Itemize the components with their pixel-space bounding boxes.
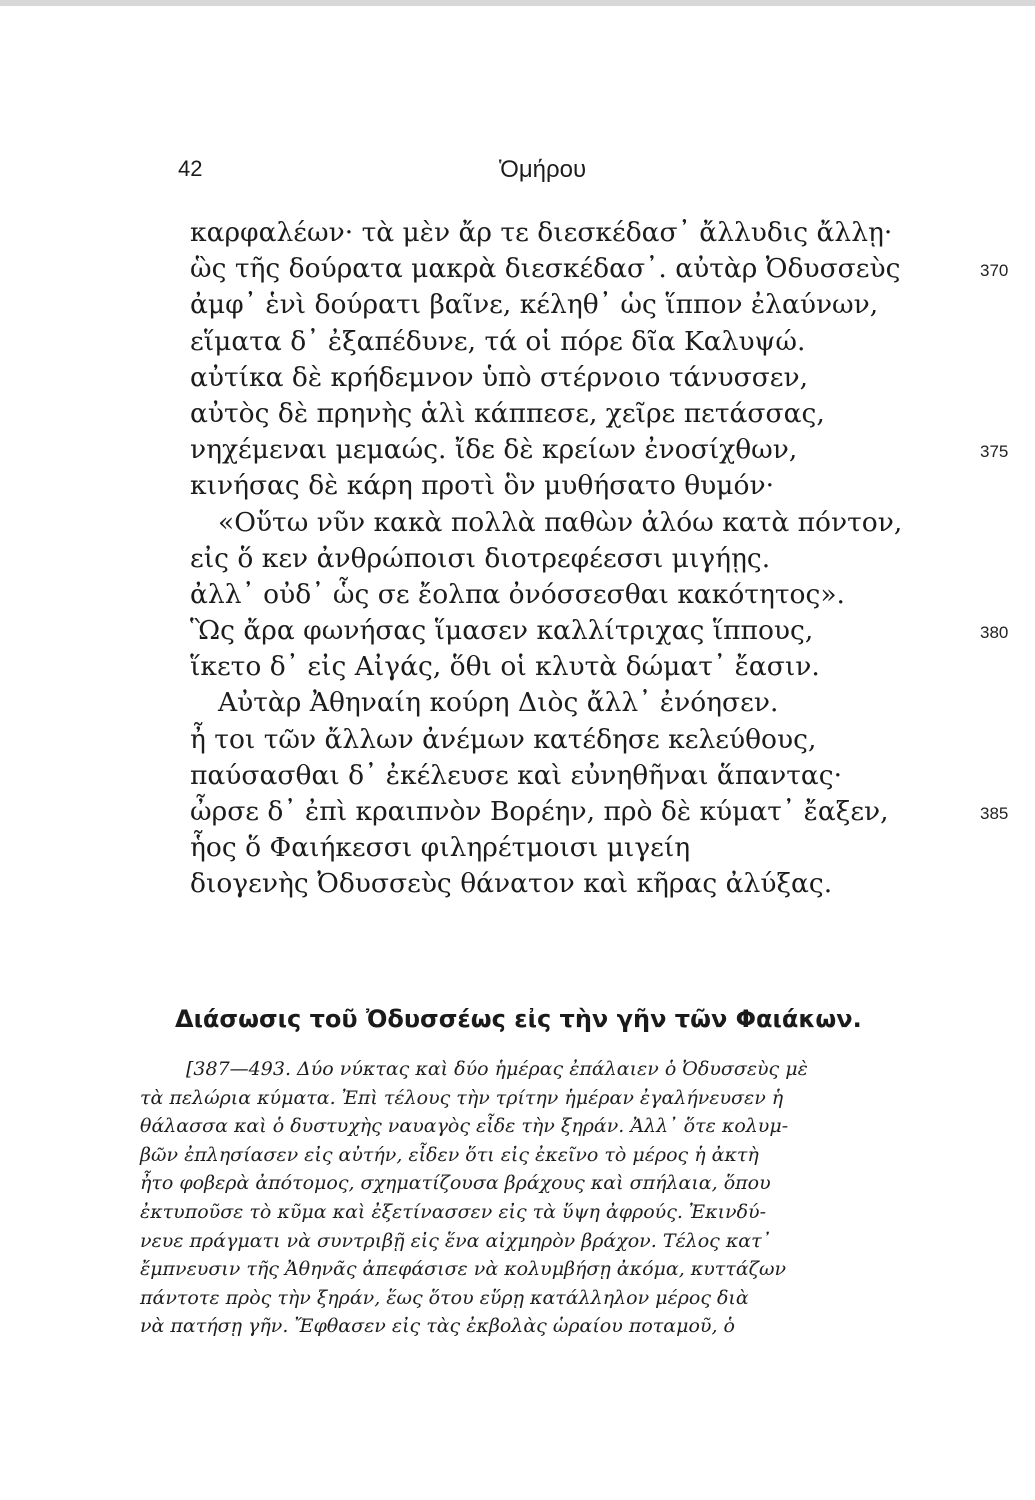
verse-line — [190, 794, 1009, 830]
verse-line — [190, 541, 910, 577]
verse-text: κινήσας δὲ κάρη προτὶ ὃν μυθήσατο θυμόν· — [190, 470, 774, 502]
page-header — [0, 156, 1035, 196]
verse-line — [190, 505, 910, 541]
verse-text: εἵματα δ᾽ ἐξαπέδυνε, τά οἱ πόρε δῖα Καλυψώ. — [190, 325, 806, 357]
summary-line: πάντοτε πρὸς τὴν ξηράν, ἕως ὅτου εὕρῃ κατάλληλον μέρος διὰ — [140, 1286, 749, 1309]
line-number: 370 — [980, 261, 1009, 281]
section-heading: Διάσωσις τοῦ Ὀδυσσέως εἰς τὴν γῆν τῶν Φαιάκων. — [175, 1005, 862, 1033]
verse-line — [190, 396, 910, 432]
verse-line — [190, 324, 910, 360]
verse-line — [190, 287, 910, 323]
summary-line: νευε πράγματι νὰ συντριβῇ εἰς ἕνα αἰχμηρὸν βράχον. Τέλος κατ᾽ — [140, 1229, 772, 1252]
summary-line: θάλασσα καὶ ὁ δυστυχὴς ναυαγὸς εἶδε τὴν ξηράν. Ἀλλ᾽ ὅτε κολυμ- — [140, 1115, 789, 1138]
verse-line — [190, 722, 910, 758]
line-number: 375 — [980, 442, 1009, 462]
verse-text: ὣς τῆς δούρατα μακρὰ διεσκέδασ᾽. αὐτὰρ Ὀδυσσεὺς — [190, 253, 901, 285]
verse-text: «Οὕτω νῦν κακὰ πολλὰ παθὼν ἀλόω κατὰ πόντον, — [218, 506, 903, 538]
summary-block — [140, 1055, 970, 1341]
verse-line — [190, 613, 1009, 649]
verse-line — [190, 866, 910, 902]
verse-text: αὐτὸς δὲ πρηνὴς ἁλὶ κάππεσε, χεῖρε πετάσσας, — [190, 397, 825, 429]
summary-line: τὰ πελώρια κύματα. Ἐπὶ τέλους τὴν τρίτην ἡμέραν ἐγαλήνευσεν ἡ — [140, 1086, 784, 1109]
verse-text: ἵκετο δ᾽ εἰς Αἰγάς, ὅθι οἱ κλυτὰ δώματ᾽ ἔασιν. — [190, 651, 820, 683]
line-number: 385 — [980, 804, 1009, 823]
verse-text: παύσασθαι δ᾽ ἐκέλευσε καὶ εὐνηθῆναι ἅπαντας· — [190, 759, 843, 791]
line-number: 380 — [980, 623, 1009, 643]
verse-text: ἦ τοι τῶν ἄλλων ἀνέμων κατέδησε κελεύθους, — [190, 723, 817, 755]
page-number: 42 — [178, 156, 203, 181]
summary-line: ἐκτυποῦσε τὸ κῦμα καὶ ἐξετίνασσεν εἰς τὰ ὕψη ἀφρούς. Ἐκινδύ- — [140, 1200, 766, 1223]
summary-line: ἦτο φοβερὰ ἀπότομος, σχηματίζουσα βράχους καὶ σπήλαια, ὅπου — [140, 1172, 771, 1195]
verse-line — [190, 758, 910, 794]
verse-block — [190, 215, 1009, 903]
summary-line: ἔμπνευσιν τῆς Ἀθηνᾶς ἀπεφάσισε νὰ κολυμβήσῃ ἀκόμα, κυττάζων — [140, 1258, 786, 1281]
verse-line — [190, 685, 910, 721]
verse-line — [190, 468, 910, 504]
verse-line — [190, 577, 910, 613]
verse-line — [190, 251, 1009, 287]
verse-line — [190, 649, 910, 685]
verse-text: νηχέμεναι μεμαώς. ἴδε δὲ κρείων ἐνοσίχθων, — [190, 434, 798, 466]
verse-text: Αὐτὰρ Ἀθηναίη κούρη Διὸς ἄλλ᾽ ἐνόησεν. — [218, 687, 779, 719]
verse-line — [190, 215, 910, 251]
verse-text: καρφαλέων· τὰ μὲν ἄρ τε διεσκέδασ᾽ ἄλλυδις ἄλλῃ· — [190, 217, 893, 248]
verse-line — [190, 830, 910, 866]
verse-text: ἀλλ᾽ οὐδ᾽ ὧς σε ἔολπα ὀνόσσεσθαι κακότητος». — [190, 578, 845, 610]
verse-text: εἰς ὅ κεν ἀνθρώποισι διοτρεφέεσσι μιγήῃς. — [190, 542, 771, 574]
summary-line: [387—493. Δύο νύκτας καὶ δύο ἡμέρας ἐπάλαιεν ὁ Ὀδυσσεὺς μὲ — [186, 1058, 808, 1080]
page-top-edge — [0, 0, 1035, 6]
verse-line — [190, 432, 1009, 468]
verse-text: ἀμφ᾽ ἑνὶ δούρατι βαῖνε, κέληθ᾽ ὡς ἵππον ἐλαύνων, — [190, 289, 879, 321]
summary-line: νὰ πατήσῃ γῆν. Ἔφθασεν εἰς τὰς ἐκβολὰς ὡραίου ποταμοῦ, ὁ — [140, 1315, 735, 1338]
verse-text: αὐτίκα δὲ κρήδεμνον ὑπὸ στέρνοιο τάνυσσεν, — [190, 361, 809, 393]
verse-text: Ὣς ἄρα φωνήσας ἵμασεν καλλίτριχας ἵππους, — [190, 615, 814, 647]
verse-text: ἧος ὅ Φαιήκεσσι φιληρέτμοισι μιγείη — [190, 832, 691, 864]
verse-text: ὦρσε δ᾽ ἐπὶ κραιπνὸν Βορέην, πρὸ δὲ κύματ᾽ ἔαξεν, — [190, 796, 889, 827]
verse-text: διογενὴς Ὀδυσσεὺς θάνατον καὶ κῆρας ἀλύξας. — [190, 868, 833, 900]
verse-line — [190, 360, 910, 396]
running-title: Ὁμήρου — [499, 156, 587, 183]
summary-line: βῶν ἐπλησίασεν εἰς αὐτήν, εἶδεν ὅτι εἰς ἐκεῖνο τὸ μέρος ἡ ἀκτὴ — [140, 1143, 759, 1166]
